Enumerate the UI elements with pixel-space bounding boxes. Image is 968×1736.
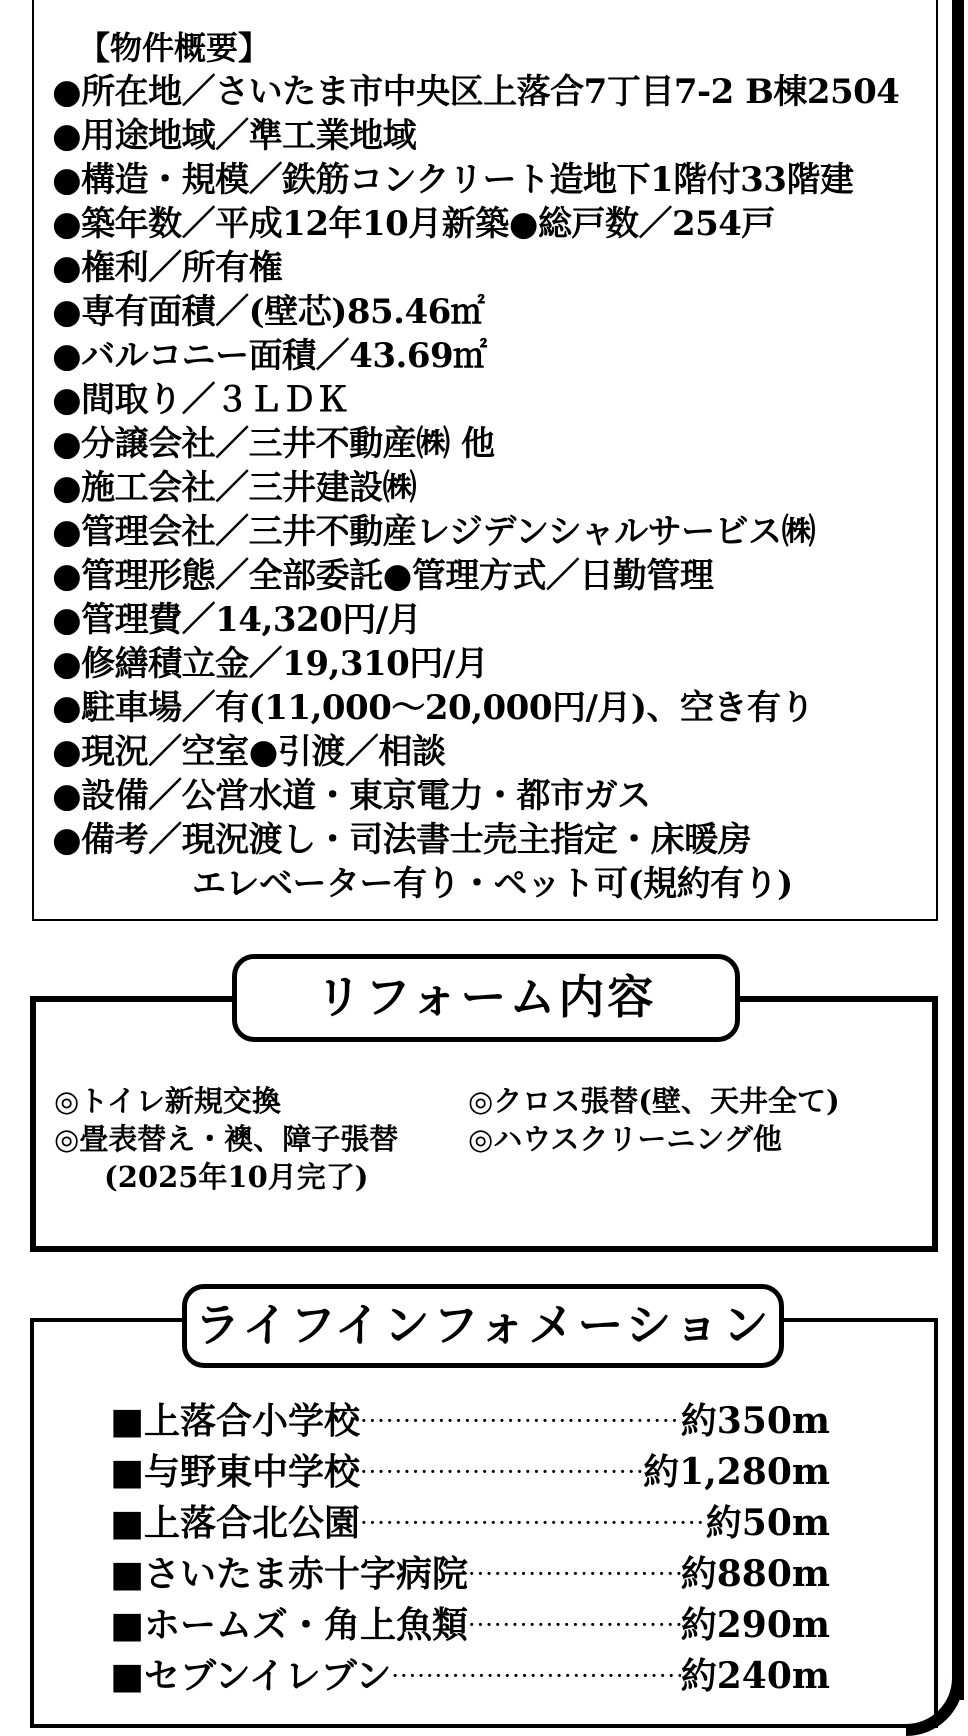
facility-name: ■上落合小学校 [110,1400,361,1442]
reform-title: リフォーム内容 [232,954,740,1042]
facility-distance: 約290m [680,1604,830,1646]
leader-dots [468,1549,681,1600]
overview-seller: ●分譲会社／三井不動産㈱ 他 [52,424,495,464]
overview-repair-reserve: ●修繕積立金／19,310円/月 [52,644,489,684]
reform-completion-note: (2025年10月完了) [104,1160,369,1194]
facility-name: ■セブンイレブン [110,1655,392,1697]
list-item [110,1396,830,1447]
property-overview-box [32,0,938,921]
list-item [110,1600,830,1651]
overview-management-type: ●管理形態／全部委託●管理方式／日勤管理 [52,556,714,596]
overview-floor-area: ●専有面積／(壁芯)85.46㎡ [52,292,485,332]
life-info-list [110,1396,830,1702]
right-frame-line [952,0,964,1700]
reform-items [54,1082,914,1196]
leader-dots [360,1447,643,1498]
facility-distance: 約1,280m [643,1451,830,1493]
leader-dots [391,1651,680,1702]
overview-status: ●現況／空室●引渡／相談 [52,732,446,772]
reform-row [54,1082,914,1120]
reform-item-toilet: ◎トイレ新規交換 [54,1084,281,1118]
reform-item-wallpaper: ◎クロス張替(壁、天井全て) [468,1084,840,1118]
facility-distance: 約350m [680,1400,830,1442]
overview-zoning: ●用途地域／準工業地域 [52,116,417,156]
leader-dots [360,1498,706,1549]
overview-structure: ●構造・規模／鉄筋コンクリート造地下1階付33階建 [52,160,854,200]
overview-remarks-cont: エレベーター有り・ペット可(規約有り) [192,864,793,904]
facility-name: ■与野東中学校 [110,1451,361,1493]
facility-name: ■上落合北公園 [110,1502,361,1544]
overview-remarks: ●備考／現況渡し・司法書士売主指定・床暖房 [52,820,752,860]
overview-utilities: ●設備／公営水道・東京電力・都市ガス [52,776,651,816]
list-item [110,1651,830,1702]
life-info-title: ライフインフォメーション [182,1284,784,1368]
overview-built-year: ●築年数／平成12年10月新築●総戸数／254戸 [52,204,775,244]
facility-name: ■さいたま赤十字病院 [110,1553,469,1595]
reform-row [54,1120,914,1158]
overview-title: 【物件概要】 [78,29,271,67]
facility-distance: 約240m [680,1655,830,1697]
reform-item-cleaning: ◎ハウスクリーニング他 [468,1122,782,1156]
leader-dots [468,1600,681,1651]
facility-distance: 約880m [680,1553,830,1595]
overview-rights: ●権利／所有権 [52,248,283,288]
overview-management-company: ●管理会社／三井不動産レジデンシャルサービス㈱ [52,512,816,552]
overview-parking: ●駐車場／有(11,000～20,000円/月)、空き有り [52,688,815,728]
leader-dots [360,1396,681,1447]
facility-distance: 約50m [705,1502,830,1544]
overview-builder: ●施工会社／三井建設㈱ [52,468,417,508]
list-item [110,1549,830,1600]
overview-management-fee: ●管理費／14,320円/月 [52,600,422,640]
list-item [110,1447,830,1498]
facility-name: ■ホームズ・角上魚類 [110,1604,469,1646]
overview-location: ●所在地／さいたま市中央区上落合7丁目7-2 B棟2504 [52,72,900,112]
overview-balcony-area: ●バルコニー面積／43.69㎡ [52,336,487,376]
list-item [110,1498,830,1549]
reform-item-tatami: ◎畳表替え・襖、障子張替 [54,1122,399,1156]
overview-layout: ●間取り／３ＬＤＫ [52,380,350,420]
